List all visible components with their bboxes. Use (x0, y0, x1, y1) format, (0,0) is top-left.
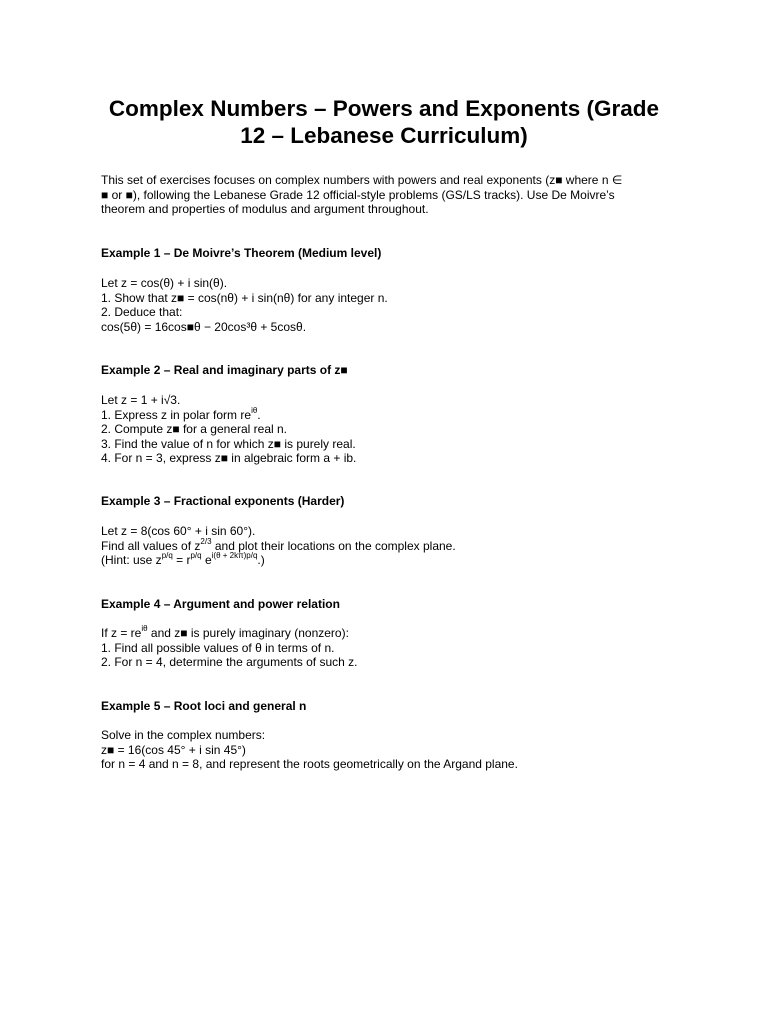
superscript: p/q (161, 551, 173, 561)
page-title (80, 95, 688, 149)
example-1-line: cos(5θ) = 16cos■θ − 20cos³θ + 5cosθ. (101, 319, 307, 334)
superscript: iθ (251, 405, 258, 415)
example-1-line: 2. Deduce that: (101, 305, 183, 320)
example-3-body (101, 524, 681, 568)
intro-paragraph (101, 173, 681, 217)
text-fragment: and plot their locations on the complex plane. (211, 538, 456, 553)
example-2-body (101, 393, 681, 466)
text-fragment: . (257, 407, 261, 422)
example-2-line: 3. Find the value of n for which z■ is purely real. (101, 436, 356, 451)
example-3-line (101, 536, 681, 554)
title-line-2: 12 – Lebanese Curriculum) (240, 123, 528, 148)
text-fragment: If z = re (101, 626, 142, 640)
example-1-heading: Example 1 – De Moivre’s Theorem (Medium level) (101, 246, 382, 260)
example-5-line: Solve in the complex numbers: (101, 728, 266, 742)
example-5-line: for n = 4 and n = 8, and represent the roots geometrically on the Argand plane. (101, 757, 518, 772)
superscript: i(θ + 2kπ)p/q (211, 551, 258, 561)
example-3-line: Let z = 8(cos 60° + i sin 60°). (101, 524, 256, 538)
example-2-line: 4. For n = 3, express z■ in algebraic form a + ib. (101, 451, 357, 466)
example-3-heading: Example 3 – Fractional exponents (Harder) (101, 494, 345, 508)
example-5-line: z■ = 16(cos 45° + i sin 45°) (101, 742, 246, 757)
intro-line-2: ■ or ■), following the Lebanese Grade 12 official-style problems (GS/LS tracks). Use De Moivre’s (101, 187, 615, 202)
example-2-line: Let z = 1 + i√3. (101, 393, 181, 407)
superscript: p/q (190, 551, 202, 561)
example-5-body (101, 728, 681, 772)
intro-line-3: theorem and properties of modulus and argument throughout. (101, 202, 429, 217)
text-fragment: e (201, 553, 212, 568)
example-3-line (101, 553, 681, 568)
example-2-heading: Example 2 – Real and imaginary parts of z■ (101, 363, 348, 377)
example-4-line: 2. For n = 4, determine the arguments of such z. (101, 655, 358, 670)
example-2-line: 2. Compute z■ for a general real n. (101, 422, 288, 437)
text-fragment: and z■ is purely imaginary (nonzero): (147, 626, 349, 640)
example-5-heading: Example 5 – Root loci and general n (101, 699, 307, 713)
intro-line-1: This set of exercises focuses on complex numbers with powers and real exponents (z■ where n ∈ (101, 173, 623, 187)
text-fragment: Find all values of z (101, 538, 201, 553)
text-fragment: .) (257, 553, 265, 568)
superscript: iθ (141, 624, 148, 633)
example-4-heading: Example 4 – Argument and power relation (101, 597, 340, 611)
example-2-line (101, 405, 681, 423)
example-1-line: Let z = cos(θ) + i sin(θ). (101, 276, 228, 290)
example-4-line (101, 626, 681, 641)
text-fragment: = r (172, 553, 191, 568)
example-1-body (101, 276, 681, 334)
superscript: 2/3 (200, 536, 212, 546)
title-line-1: Complex Numbers – Powers and Exponents (Grade (108, 96, 660, 121)
example-4-body (101, 626, 681, 670)
text-fragment: (Hint: use z (101, 553, 162, 568)
text-fragment: 1. Express z in polar form re (101, 407, 252, 422)
example-1-line: 1. Show that z■ = cos(nθ) + i sin(nθ) for any integer n. (101, 290, 388, 305)
example-4-line: 1. Find all possible values of θ in terms of n. (101, 640, 335, 655)
